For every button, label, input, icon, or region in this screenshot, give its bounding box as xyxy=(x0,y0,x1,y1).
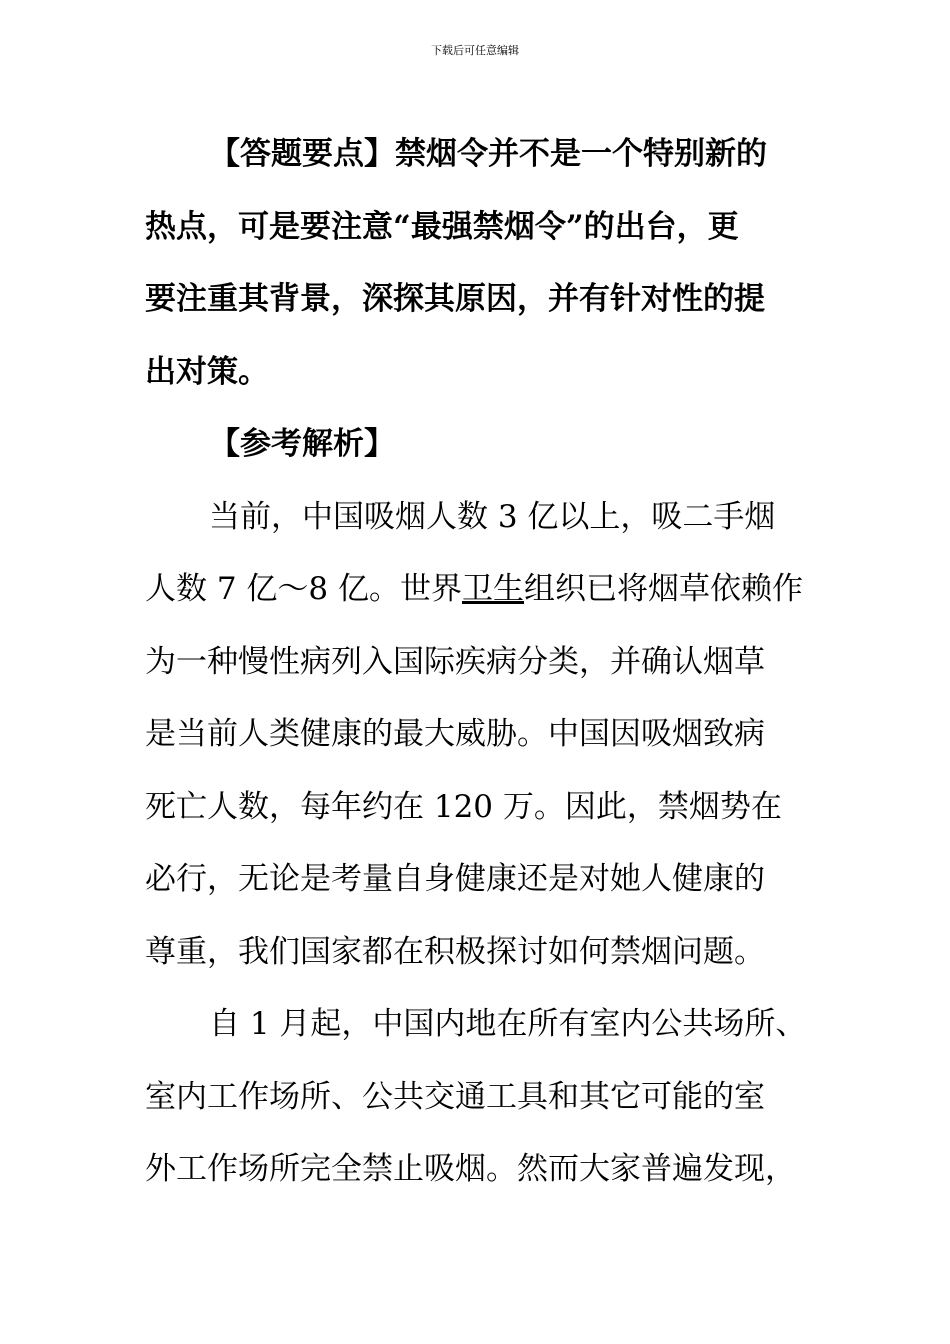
paragraph-line: 尊重，我们国家都在积极探讨如何禁烟问题。 xyxy=(145,933,765,970)
paragraph-line: 要注重其背景，深探其原因，并有针对性的提 xyxy=(145,281,765,317)
paragraph-line xyxy=(145,553,815,626)
paragraph-line: 热点，可是要注意“最强禁烟令”的出台，更 xyxy=(145,208,739,245)
paragraph-line: 当前，中国吸烟人数 3 亿以上，吸二手烟 xyxy=(209,498,776,535)
paragraph-line: 是当前人类健康的最大威胁。中国因吸烟致病 xyxy=(145,716,765,752)
underlined-word: 卫生 xyxy=(462,571,525,607)
paragraph-line: 必行，无论是考量自身健康还是对她人健康的 xyxy=(145,861,765,897)
paragraph-line: 【答题要点】禁烟令并不是一个特别新的 xyxy=(209,136,767,172)
line-text: 组织已将烟草依赖作 xyxy=(524,571,804,607)
paragraph-line: 死亡人数，每年约在 120 万。因此，禁烟势在 xyxy=(145,788,782,825)
paragraph-line: 出对策。 xyxy=(145,353,269,390)
paragraph-line: 自 1 月起，中国内地在所有室内公共场所、 xyxy=(209,1006,807,1042)
paragraph-line: 室内工作场所、公共交通工具和其它可能的室 xyxy=(145,1078,765,1115)
page-header: 下载后可任意编辑 xyxy=(431,44,519,57)
line-text: 人数 7 亿～8 亿。世界 xyxy=(145,571,463,607)
section-heading: 【参考解析】 xyxy=(209,426,395,462)
paragraph-line: 为一种慢性病列入国际疾病分类，并确认烟草 xyxy=(145,643,765,680)
paragraph-line: 外工作场所完全禁止吸烟。然而大家普遍发现， xyxy=(145,1151,796,1187)
document-body xyxy=(145,118,815,1206)
